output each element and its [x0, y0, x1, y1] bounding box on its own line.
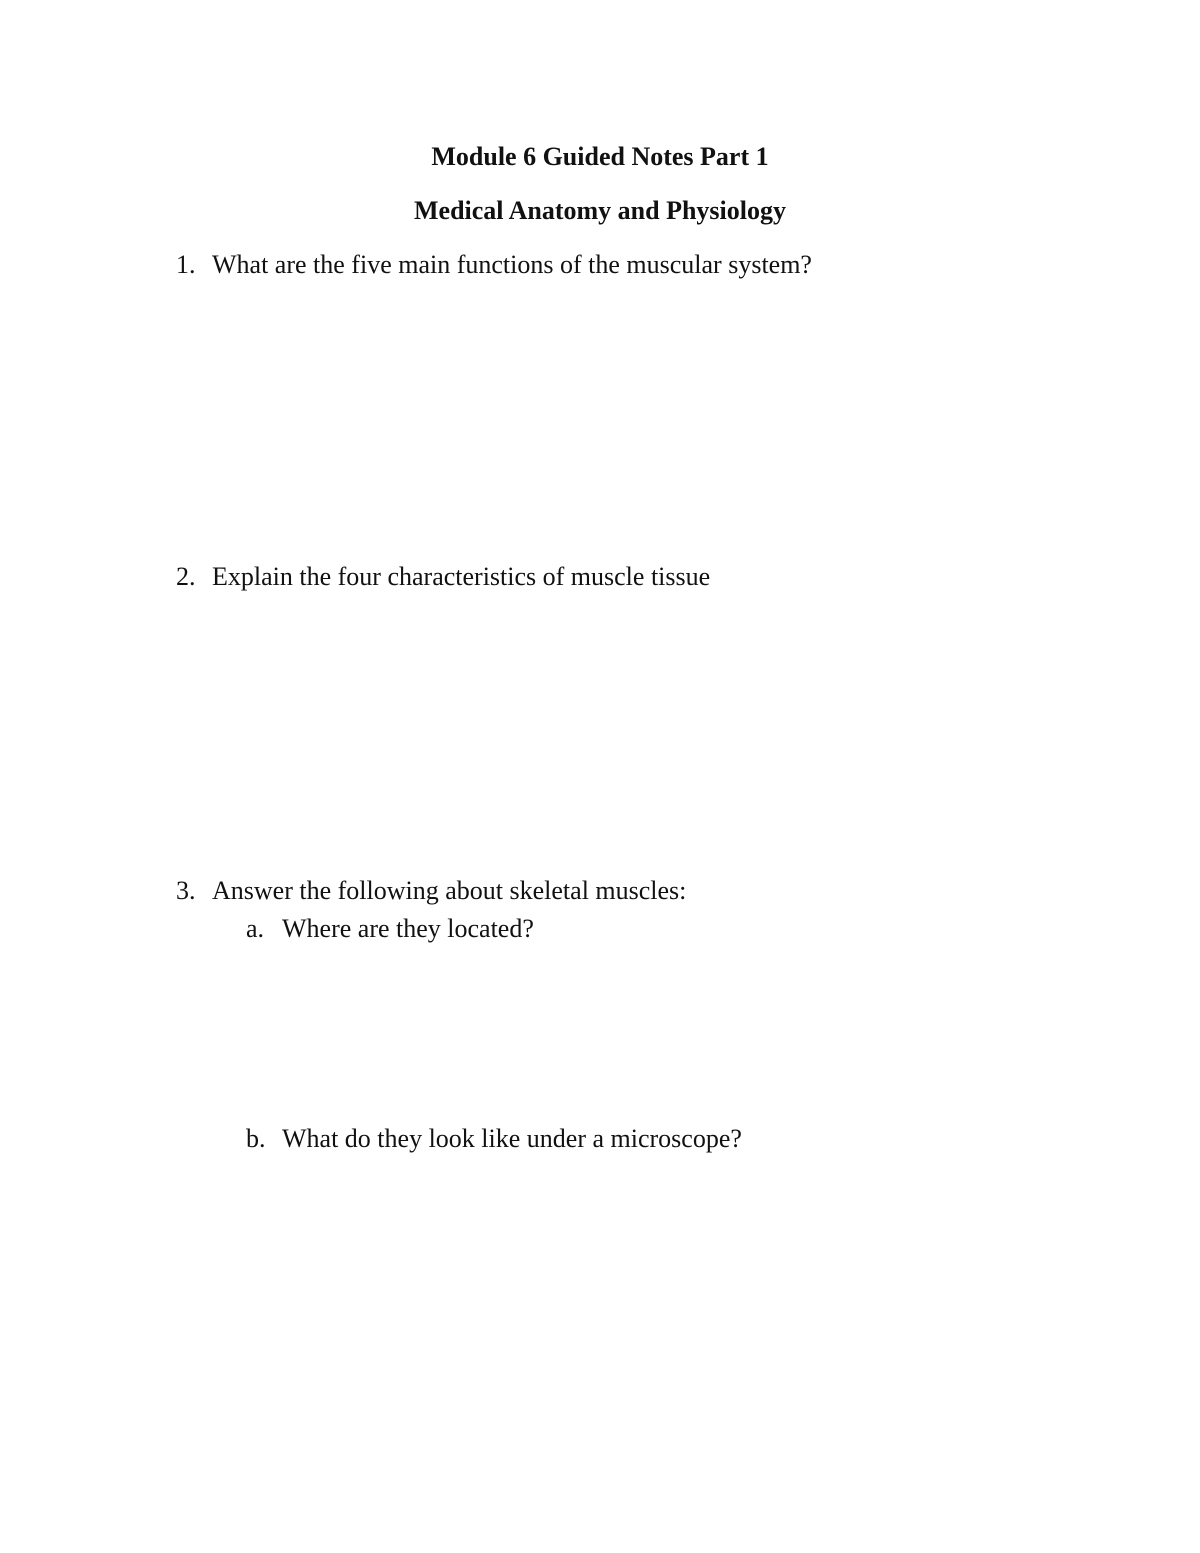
question-3a-letter: a. — [246, 914, 265, 943]
question-3-number: 3. — [176, 876, 196, 905]
question-2-number: 2. — [176, 562, 196, 591]
document-title: Module 6 Guided Notes Part 1 — [431, 142, 769, 171]
question-3b-letter: b. — [246, 1124, 266, 1153]
question-1-text: What are the five main functions of the muscular system? — [212, 250, 812, 279]
question-3b-text: What do they look like under a microscope? — [282, 1124, 742, 1153]
question-3-text: Answer the following about skeletal muscles: — [212, 876, 687, 905]
question-3a-text: Where are they located? — [282, 914, 534, 943]
document-subtitle: Medical Anatomy and Physiology — [414, 196, 786, 225]
question-2-text: Explain the four characteristics of muscle tissue — [212, 562, 711, 591]
question-1-number: 1. — [176, 250, 196, 279]
